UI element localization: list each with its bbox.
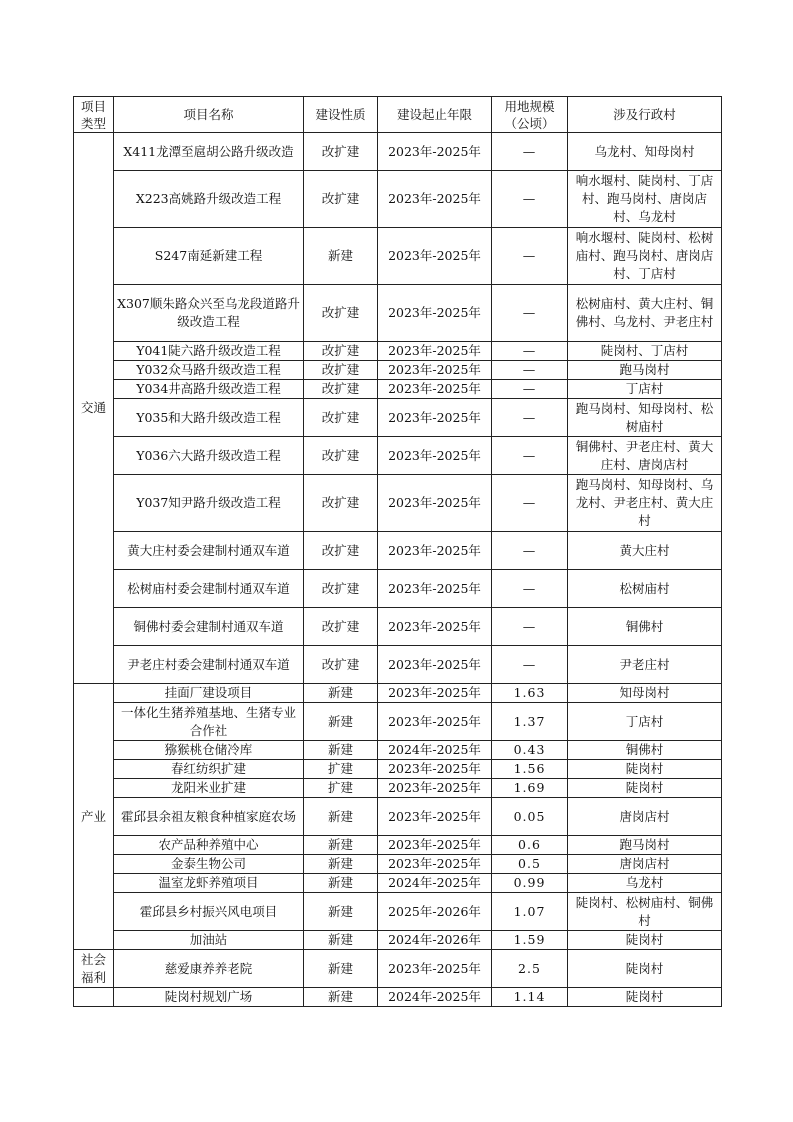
villages-cell: 松树庙村、黄大庄村、铜佛村、乌龙村、尹老庄村 — [568, 285, 722, 342]
nature-cell: 改扩建 — [304, 437, 378, 475]
table-row — [74, 608, 722, 646]
area-cell: — — [492, 228, 568, 285]
area-cell: 0.99 — [492, 874, 568, 893]
nature-cell: 改扩建 — [304, 342, 378, 361]
nature-cell: 新建 — [304, 836, 378, 855]
period-cell: 2023年-2025年 — [378, 608, 492, 646]
table-row — [74, 285, 722, 342]
area-cell: — — [492, 437, 568, 475]
table-row — [74, 475, 722, 532]
name-cell: Y037知尹路升级改造工程 — [114, 475, 304, 532]
nature-cell: 改扩建 — [304, 570, 378, 608]
nature-cell: 改扩建 — [304, 361, 378, 380]
nature-cell: 改扩建 — [304, 380, 378, 399]
villages-cell: 陡岗村 — [568, 779, 722, 798]
period-cell: 2023年-2025年 — [378, 171, 492, 228]
name-cell: Y036六大路升级改造工程 — [114, 437, 304, 475]
period-cell: 2024年-2026年 — [378, 931, 492, 950]
area-cell: — — [492, 570, 568, 608]
nature-cell: 改扩建 — [304, 399, 378, 437]
table-row — [74, 228, 722, 285]
area-cell: 0.05 — [492, 798, 568, 836]
name-cell: Y034井高路升级改造工程 — [114, 380, 304, 399]
period-cell: 2023年-2025年 — [378, 836, 492, 855]
nature-cell: 改扩建 — [304, 171, 378, 228]
name-cell: 金泰生物公司 — [114, 855, 304, 874]
period-cell: 2023年-2025年 — [378, 760, 492, 779]
villages-cell: 乌龙村 — [568, 874, 722, 893]
name-cell: 一体化生猪养殖基地、生猪专业合作社 — [114, 703, 304, 741]
villages-cell: 陡岗村 — [568, 931, 722, 950]
nature-cell: 新建 — [304, 893, 378, 931]
table-row — [74, 798, 722, 836]
nature-cell: 改扩建 — [304, 285, 378, 342]
table-row — [74, 988, 722, 1007]
area-cell: — — [492, 646, 568, 684]
villages-cell: 松树庙村 — [568, 570, 722, 608]
table-row — [74, 760, 722, 779]
villages-cell: 跑马岗村 — [568, 836, 722, 855]
table-row — [74, 399, 722, 437]
project-table — [73, 96, 722, 1007]
villages-cell: 响水堰村、陡岗村、松树庙村、跑马岗村、唐岗店村、丁店村 — [568, 228, 722, 285]
villages-cell: 黄大庄村 — [568, 532, 722, 570]
name-cell: 温室龙虾养殖项目 — [114, 874, 304, 893]
period-cell: 2023年-2025年 — [378, 532, 492, 570]
name-cell: X307顺朱路众兴至乌龙段道路升级改造工程 — [114, 285, 304, 342]
name-cell: 松树庙村委会建制村通双车道 — [114, 570, 304, 608]
name-cell: 霍邱县乡村振兴风电项目 — [114, 893, 304, 931]
table-row — [74, 380, 722, 399]
table-row — [74, 836, 722, 855]
period-cell: 2023年-2025年 — [378, 684, 492, 703]
villages-cell: 丁店村 — [568, 380, 722, 399]
table-row — [74, 950, 722, 988]
table-row — [74, 133, 722, 171]
header-name: 项目名称 — [114, 97, 304, 133]
nature-cell: 改扩建 — [304, 133, 378, 171]
name-cell: 农产品种养殖中心 — [114, 836, 304, 855]
nature-cell: 改扩建 — [304, 532, 378, 570]
nature-cell: 新建 — [304, 684, 378, 703]
category-cell: 产业 — [74, 684, 114, 950]
area-cell: 1.56 — [492, 760, 568, 779]
nature-cell: 扩建 — [304, 760, 378, 779]
period-cell: 2023年-2025年 — [378, 342, 492, 361]
nature-cell: 新建 — [304, 798, 378, 836]
area-cell: — — [492, 361, 568, 380]
nature-cell: 改扩建 — [304, 646, 378, 684]
name-cell: 挂面厂建设项目 — [114, 684, 304, 703]
area-cell: 1.69 — [492, 779, 568, 798]
villages-cell: 唐岗店村 — [568, 798, 722, 836]
nature-cell: 改扩建 — [304, 475, 378, 532]
area-cell: 0.5 — [492, 855, 568, 874]
area-cell: 2.5 — [492, 950, 568, 988]
nature-cell: 新建 — [304, 703, 378, 741]
villages-cell: 陡岗村、丁店村 — [568, 342, 722, 361]
name-cell: 尹老庄村委会建制村通双车道 — [114, 646, 304, 684]
period-cell: 2023年-2025年 — [378, 798, 492, 836]
villages-cell: 跑马岗村 — [568, 361, 722, 380]
period-cell: 2023年-2025年 — [378, 228, 492, 285]
villages-cell: 陡岗村、松树庙村、铜佛村 — [568, 893, 722, 931]
area-cell: — — [492, 171, 568, 228]
name-cell: 龙阳米业扩建 — [114, 779, 304, 798]
category-cell — [74, 988, 114, 1007]
area-cell: 1.59 — [492, 931, 568, 950]
header-type: 项目类型 — [74, 97, 114, 133]
header-nature: 建设性质 — [304, 97, 378, 133]
area-cell: — — [492, 475, 568, 532]
category-cell: 社会福利 — [74, 950, 114, 988]
nature-cell: 新建 — [304, 988, 378, 1007]
table-row — [74, 741, 722, 760]
villages-cell: 陡岗村 — [568, 988, 722, 1007]
name-cell: Y035和大路升级改造工程 — [114, 399, 304, 437]
villages-cell: 唐岗店村 — [568, 855, 722, 874]
villages-cell: 铜佛村 — [568, 608, 722, 646]
area-cell: — — [492, 342, 568, 361]
name-cell: 猕猴桃仓储冷库 — [114, 741, 304, 760]
period-cell: 2023年-2025年 — [378, 380, 492, 399]
nature-cell: 新建 — [304, 228, 378, 285]
villages-cell: 乌龙村、知母岗村 — [568, 133, 722, 171]
header-area: 用地规模（公顷） — [492, 97, 568, 133]
name-cell: 慈爱康养养老院 — [114, 950, 304, 988]
villages-cell: 尹老庄村 — [568, 646, 722, 684]
period-cell: 2023年-2025年 — [378, 361, 492, 380]
area-cell: — — [492, 608, 568, 646]
name-cell: 春红纺织扩建 — [114, 760, 304, 779]
area-cell: 1.63 — [492, 684, 568, 703]
category-cell: 交通 — [74, 133, 114, 684]
table-row — [74, 703, 722, 741]
villages-cell: 陡岗村 — [568, 760, 722, 779]
nature-cell: 扩建 — [304, 779, 378, 798]
area-cell: — — [492, 285, 568, 342]
table-row — [74, 874, 722, 893]
villages-cell: 跑马岗村、知母岗村、乌龙村、尹老庄村、黄大庄村 — [568, 475, 722, 532]
villages-cell: 铜佛村、尹老庄村、黄大庄村、唐岗店村 — [568, 437, 722, 475]
period-cell: 2023年-2025年 — [378, 399, 492, 437]
nature-cell: 新建 — [304, 950, 378, 988]
area-cell: 1.37 — [492, 703, 568, 741]
period-cell: 2023年-2025年 — [378, 437, 492, 475]
table-row — [74, 171, 722, 228]
period-cell: 2023年-2025年 — [378, 570, 492, 608]
villages-cell: 响水堰村、陡岗村、丁店村、跑马岗村、唐岗店村、乌龙村 — [568, 171, 722, 228]
villages-cell: 铜佛村 — [568, 741, 722, 760]
name-cell: 陡岗村规划广场 — [114, 988, 304, 1007]
area-cell: 0.6 — [492, 836, 568, 855]
area-cell: — — [492, 380, 568, 399]
area-cell: — — [492, 133, 568, 171]
header-villages: 涉及行政村 — [568, 97, 722, 133]
area-cell: 0.43 — [492, 741, 568, 760]
period-cell: 2024年-2025年 — [378, 988, 492, 1007]
area-cell: 1.14 — [492, 988, 568, 1007]
table-row — [74, 855, 722, 874]
villages-cell: 跑马岗村、知母岗村、松树庙村 — [568, 399, 722, 437]
period-cell: 2023年-2025年 — [378, 646, 492, 684]
villages-cell: 陡岗村 — [568, 950, 722, 988]
table-row — [74, 646, 722, 684]
table-row — [74, 931, 722, 950]
period-cell: 2024年-2025年 — [378, 741, 492, 760]
period-cell: 2023年-2025年 — [378, 779, 492, 798]
period-cell: 2023年-2025年 — [378, 285, 492, 342]
period-cell: 2023年-2025年 — [378, 950, 492, 988]
nature-cell: 新建 — [304, 874, 378, 893]
table-row — [74, 361, 722, 380]
table-row — [74, 893, 722, 931]
name-cell: S247南延新建工程 — [114, 228, 304, 285]
table-body — [74, 133, 722, 1007]
area-cell: — — [492, 399, 568, 437]
name-cell: 霍邱县余祖友粮食种植家庭农场 — [114, 798, 304, 836]
name-cell: X411龙潭至扈胡公路升级改造 — [114, 133, 304, 171]
area-cell: — — [492, 532, 568, 570]
table-row — [74, 532, 722, 570]
period-cell: 2023年-2025年 — [378, 703, 492, 741]
header-row — [74, 97, 722, 133]
period-cell: 2025年-2026年 — [378, 893, 492, 931]
table-row — [74, 437, 722, 475]
period-cell: 2023年-2025年 — [378, 855, 492, 874]
header-period: 建设起止年限 — [378, 97, 492, 133]
table-row — [74, 684, 722, 703]
villages-cell: 知母岗村 — [568, 684, 722, 703]
name-cell: 黄大庄村委会建制村通双车道 — [114, 532, 304, 570]
name-cell: 铜佛村委会建制村通双车道 — [114, 608, 304, 646]
period-cell: 2024年-2025年 — [378, 874, 492, 893]
area-cell: 1.07 — [492, 893, 568, 931]
nature-cell: 改扩建 — [304, 608, 378, 646]
table-row — [74, 570, 722, 608]
name-cell: Y032众马路升级改造工程 — [114, 361, 304, 380]
name-cell: 加油站 — [114, 931, 304, 950]
name-cell: X223高姚路升级改造工程 — [114, 171, 304, 228]
table-row — [74, 342, 722, 361]
table-row — [74, 779, 722, 798]
period-cell: 2023年-2025年 — [378, 475, 492, 532]
nature-cell: 新建 — [304, 931, 378, 950]
nature-cell: 新建 — [304, 855, 378, 874]
name-cell: Y041陡六路升级改造工程 — [114, 342, 304, 361]
villages-cell: 丁店村 — [568, 703, 722, 741]
nature-cell: 新建 — [304, 741, 378, 760]
period-cell: 2023年-2025年 — [378, 133, 492, 171]
